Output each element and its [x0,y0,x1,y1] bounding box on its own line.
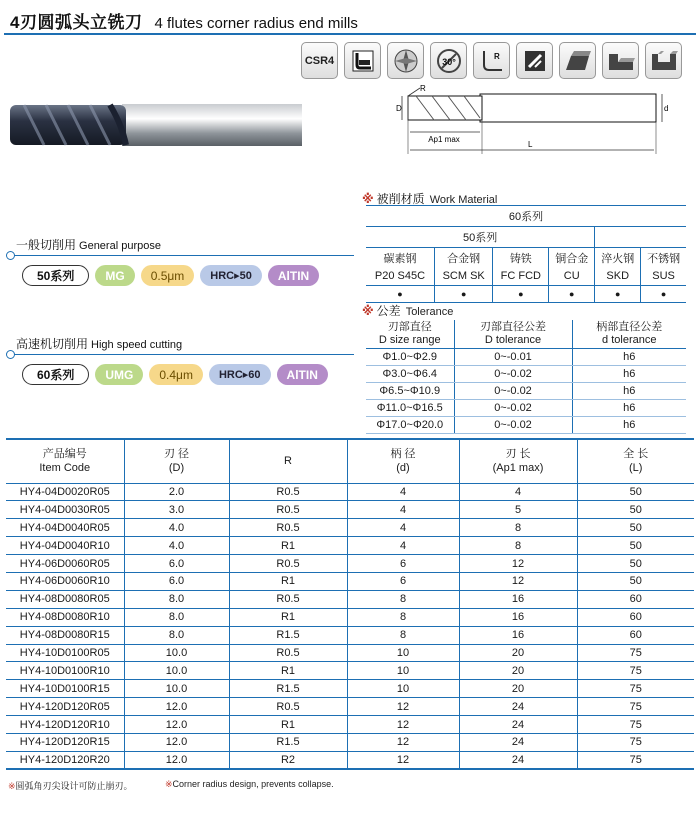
table-cell: 50 [577,519,694,537]
table-row [6,644,694,662]
general-purpose-bullet [6,251,15,260]
csr4-label: CSR4 [304,54,335,67]
hrc-badge: HRC▸60 [209,364,271,385]
table-cell: 12 [347,716,459,734]
col-header-radius [229,439,347,483]
header-en: (D) [168,462,185,475]
table-cell: 10.0 [124,662,229,680]
table-cell: 4 [347,519,459,537]
header-en: (L) [629,462,643,475]
drawing-label-ap: Ap1 max [428,135,460,144]
table-cell: h6 [572,400,686,417]
table-row [6,483,694,501]
table-cell: Φ3.0~Φ6.4 [366,366,454,383]
csr4-icon [301,42,338,79]
high-speed-en: High speed cutting [91,339,183,351]
material-code: SKD [595,268,641,285]
product-rows [6,483,694,769]
material-suitable-mark: ● [595,285,641,302]
table-cell: 16 [459,590,577,608]
table-row [6,572,694,590]
table-cell: Φ6.5~Φ10.9 [366,383,454,400]
table-cell: 8 [459,519,577,537]
table-cell: HY4-04D0040R05 [6,519,124,537]
table-cell: 20 [459,680,577,698]
header-en: D size range [378,334,441,346]
material-suitable-mark: ● [434,285,492,302]
table-cell: 75 [577,716,694,734]
table-cell: 6.0 [124,555,229,573]
header-en: d tolerance [602,334,657,346]
high-speed-badges [22,364,328,385]
table-cell: Φ17.0~Φ20.0 [366,417,454,434]
table-cell: h6 [572,383,686,400]
table-cell: 75 [577,698,694,716]
material-cast-iron: 铸铁 [493,248,549,269]
table-cell: 20 [459,644,577,662]
table-cell: R0.5 [229,698,347,716]
product-table [6,438,694,770]
table-row [6,680,694,698]
material-suitable-mark: ● [549,285,595,302]
material-stainless-steel: 不锈钢 [641,248,686,269]
table-cell: 10 [347,680,459,698]
table-cell: HY4-08D0080R15 [6,626,124,644]
table-row [6,698,694,716]
radius-r-icon [473,42,510,79]
table-cell: HY4-10D0100R05 [6,644,124,662]
footnote-en-text: Corner radius design, prevents collapse. [172,779,334,789]
table-cell: HY4-08D0080R10 [6,608,124,626]
tolerance-row [366,366,686,383]
page-title-en: 4 flutes corner radius end mills [154,15,358,32]
table-cell: R0.5 [229,501,347,519]
table-cell: 10 [347,644,459,662]
table-cell: 4 [347,483,459,501]
altin-badge: AlTIN [277,364,328,385]
hrc-badge: HRC▸50 [200,265,262,286]
material-carbon-steel: 碳素钢 [366,248,434,269]
table-cell: 6.0 [124,572,229,590]
table-cell: 0~-0.02 [454,400,572,417]
table-cell: 12.0 [124,716,229,734]
table-cell: R1 [229,537,347,555]
high-speed-label [16,335,182,352]
coating-badge: UMG [95,364,143,385]
note-mark: ※ [362,304,374,318]
material-suitable-mark: ● [493,285,549,302]
coating-badge: MG [95,265,134,286]
table-cell: 24 [459,698,577,716]
material-suitable-mark: ● [366,285,434,302]
tolerance-row [366,400,686,417]
corner-radius-cut-icon [344,42,381,79]
table-cell: 50 [577,555,694,573]
table-cell: 6 [347,555,459,573]
table-cell: 16 [459,608,577,626]
col-header-item-code [6,439,124,483]
table-row [6,501,694,519]
material-code: SUS [641,268,686,285]
table-cell: 24 [459,716,577,734]
series-badge: 60系列 [22,364,89,385]
thickness-badge: 0.4μm [149,364,203,385]
table-cell: 8 [347,626,459,644]
table-row [6,733,694,751]
table-cell: 12.0 [124,698,229,716]
table-cell: HY4-10D0100R10 [6,662,124,680]
table-cell: HY4-04D0040R10 [6,537,124,555]
work-material-table [366,205,686,303]
table-cell: 10 [347,662,459,680]
table-cell: h6 [572,366,686,383]
table-cell: R1 [229,662,347,680]
general-purpose-en: General purpose [79,240,161,252]
table-cell: 60 [577,626,694,644]
table-cell: 75 [577,751,694,769]
tolerance-header [454,320,572,349]
tolerance-header [366,320,454,349]
table-cell: R1 [229,608,347,626]
col-header-shank [347,439,459,483]
table-cell: 10.0 [124,644,229,662]
helix-label: 30° [441,56,456,67]
helix-30-icon [430,42,467,79]
table-cell: h6 [572,349,686,366]
table-cell: 75 [577,662,694,680]
header-en: (d) [396,462,410,475]
table-cell: 24 [459,751,577,769]
end-mill-dimension-drawing [398,84,668,164]
table-cell: HY4-06D0060R10 [6,572,124,590]
table-cell: h6 [572,417,686,434]
header-zh: R [284,455,292,468]
material-code: FC FCD [493,268,549,285]
general-purpose-label [16,236,161,253]
table-cell: HY4-04D0030R05 [6,501,124,519]
table-cell: 8.0 [124,626,229,644]
altin-badge: AlTIN [268,265,319,286]
spec-icon-row [301,42,682,79]
table-row [6,590,694,608]
table-cell: HY4-04D0020R05 [6,483,124,501]
table-cell: 8.0 [124,590,229,608]
table-row [6,751,694,769]
general-purpose-badges [22,265,319,286]
table-cell: 50 [577,572,694,590]
tolerance-heading [362,302,453,319]
table-cell: 4 [459,483,577,501]
table-row [6,519,694,537]
table-cell: 2.0 [124,483,229,501]
material-suitable-mark: ● [641,285,686,302]
work-material-title-en: Work Material [429,194,498,206]
table-cell: 24 [459,733,577,751]
note-mark: ※ [8,781,16,791]
material-copper-alloy: 铜合金 [549,248,595,269]
table-cell: R1.5 [229,733,347,751]
drawing-label-r: R [420,84,426,93]
footnote-en [165,779,334,790]
table-row [6,537,694,555]
work-material-title-zh: 被削材质 [376,192,425,206]
table-cell: 16 [459,626,577,644]
col-header-diameter [124,439,229,483]
header-zh: 柄 径 [390,448,416,461]
table-cell: HY4-120D120R15 [6,733,124,751]
tolerance-header [572,320,686,349]
table-row [6,662,694,680]
table-cell: Φ1.0~Φ2.9 [366,349,454,366]
material-code: P20 S45C [366,268,434,285]
tolerance-row [366,349,686,366]
drawing-label-l: L [528,140,533,149]
table-cell: 8 [347,608,459,626]
table-cell: 0~-0.02 [454,366,572,383]
table-cell: 4.0 [124,519,229,537]
header-zh: 全 长 [623,448,649,461]
table-cell: HY4-08D0080R05 [6,590,124,608]
table-cell: 8 [347,590,459,608]
side-milling-icon [559,42,596,79]
series-60-label: 60系列 [366,206,686,227]
header-divider [4,33,696,35]
table-cell: 75 [577,733,694,751]
material-hardened-steel: 淬火钢 [595,248,641,269]
table-cell: 12 [347,733,459,751]
table-cell: R1 [229,716,347,734]
header-zh: 刃 径 [163,448,190,461]
header-en: Item Code [39,462,91,475]
table-cell: 0~-0.02 [454,417,572,434]
tolerance-table [366,320,686,434]
table-cell: 4.0 [124,537,229,555]
table-cell: 12 [459,572,577,590]
table-cell: 0~-0.01 [454,349,572,366]
material-code: CU [549,268,595,285]
tolerance-row [366,383,686,400]
radius-label: R [493,51,500,61]
general-purpose-zh: 一般切削用 [16,238,77,252]
material-code: SCM SK [434,268,492,285]
table-cell: R0.5 [229,483,347,501]
table-cell: 50 [577,483,694,501]
slotting-icon [516,42,553,79]
table-cell: HY4-06D0060R05 [6,555,124,573]
table-row [6,555,694,573]
drawing-label-d-shank: d [664,104,669,113]
drawing-label-d-cut: D [396,104,402,113]
table-cell: R0.5 [229,519,347,537]
table-cell: R1 [229,572,347,590]
series-badge: 50系列 [22,265,89,286]
table-cell: R0.5 [229,590,347,608]
col-header-overall-length [577,439,694,483]
table-cell: 12.0 [124,751,229,769]
tolerance-rows [366,349,686,434]
table-cell: HY4-120D120R20 [6,751,124,769]
header-en: D tolerance [484,334,542,346]
table-cell: 12 [459,555,577,573]
pocket-milling-icon [645,42,682,79]
table-cell: 4 [347,501,459,519]
table-cell: R1.5 [229,680,347,698]
high-speed-line [14,354,354,355]
table-cell: 75 [577,644,694,662]
header-zh: 产品编号 [42,448,87,461]
table-cell: 12 [347,751,459,769]
header-zh: 刃部直径 [387,321,432,333]
table-cell: HY4-120D120R10 [6,716,124,734]
table-cell: 8.0 [124,608,229,626]
table-cell: 3.0 [124,501,229,519]
page-header [10,8,358,30]
table-cell: Φ11.0~Φ16.5 [366,400,454,417]
footnote-zh-text: 圆弧角刃尖设计可防止崩刃。 [15,781,133,791]
table-cell: 10.0 [124,680,229,698]
table-cell: R1.5 [229,626,347,644]
table-cell: R2 [229,751,347,769]
tolerance-title-zh: 公差 [376,304,401,318]
thickness-badge: 0.5μm [141,265,195,286]
material-alloy-steel: 合金钢 [434,248,492,269]
header-zh: 刃部直径公差 [480,321,546,333]
table-cell: 8 [459,537,577,555]
col-header-flute-length [459,439,577,483]
table-cell: 50 [577,537,694,555]
table-cell: 20 [459,662,577,680]
header-zh: 柄部直径公差 [596,321,663,333]
table-row [6,608,694,626]
table-cell: 75 [577,680,694,698]
table-cell: 12.0 [124,733,229,751]
table-cell: 4 [347,537,459,555]
note-mark: ※ [165,779,173,789]
table-cell: R0.5 [229,555,347,573]
note-mark: ※ [362,192,374,206]
header-zh: 刃 长 [505,448,531,461]
high-speed-bullet [6,350,15,359]
table-cell: 50 [577,501,694,519]
four-flutes-icon [387,42,424,79]
table-cell: 5 [459,501,577,519]
shoulder-milling-icon [602,42,639,79]
high-speed-zh: 高速机切削用 [16,337,89,351]
tolerance-row [366,417,686,434]
general-purpose-line [14,255,354,256]
table-cell: 6 [347,572,459,590]
table-cell: HY4-10D0100R15 [6,680,124,698]
table-cell: 0~-0.02 [454,383,572,400]
tolerance-title-en: Tolerance [405,306,454,318]
footnote-zh [8,779,133,792]
table-row [6,716,694,734]
page-title-zh: 4刃圆弧头立铣刀 [10,13,143,32]
header-en: (Ap1 max) [492,462,544,475]
table-cell: 60 [577,608,694,626]
table-cell: 12 [347,698,459,716]
table-cell: HY4-120D120R05 [6,698,124,716]
end-mill-photo [4,100,304,150]
table-row [6,626,694,644]
series-50-label: 50系列 [366,227,595,248]
table-cell: 60 [577,590,694,608]
table-cell: R0.5 [229,644,347,662]
